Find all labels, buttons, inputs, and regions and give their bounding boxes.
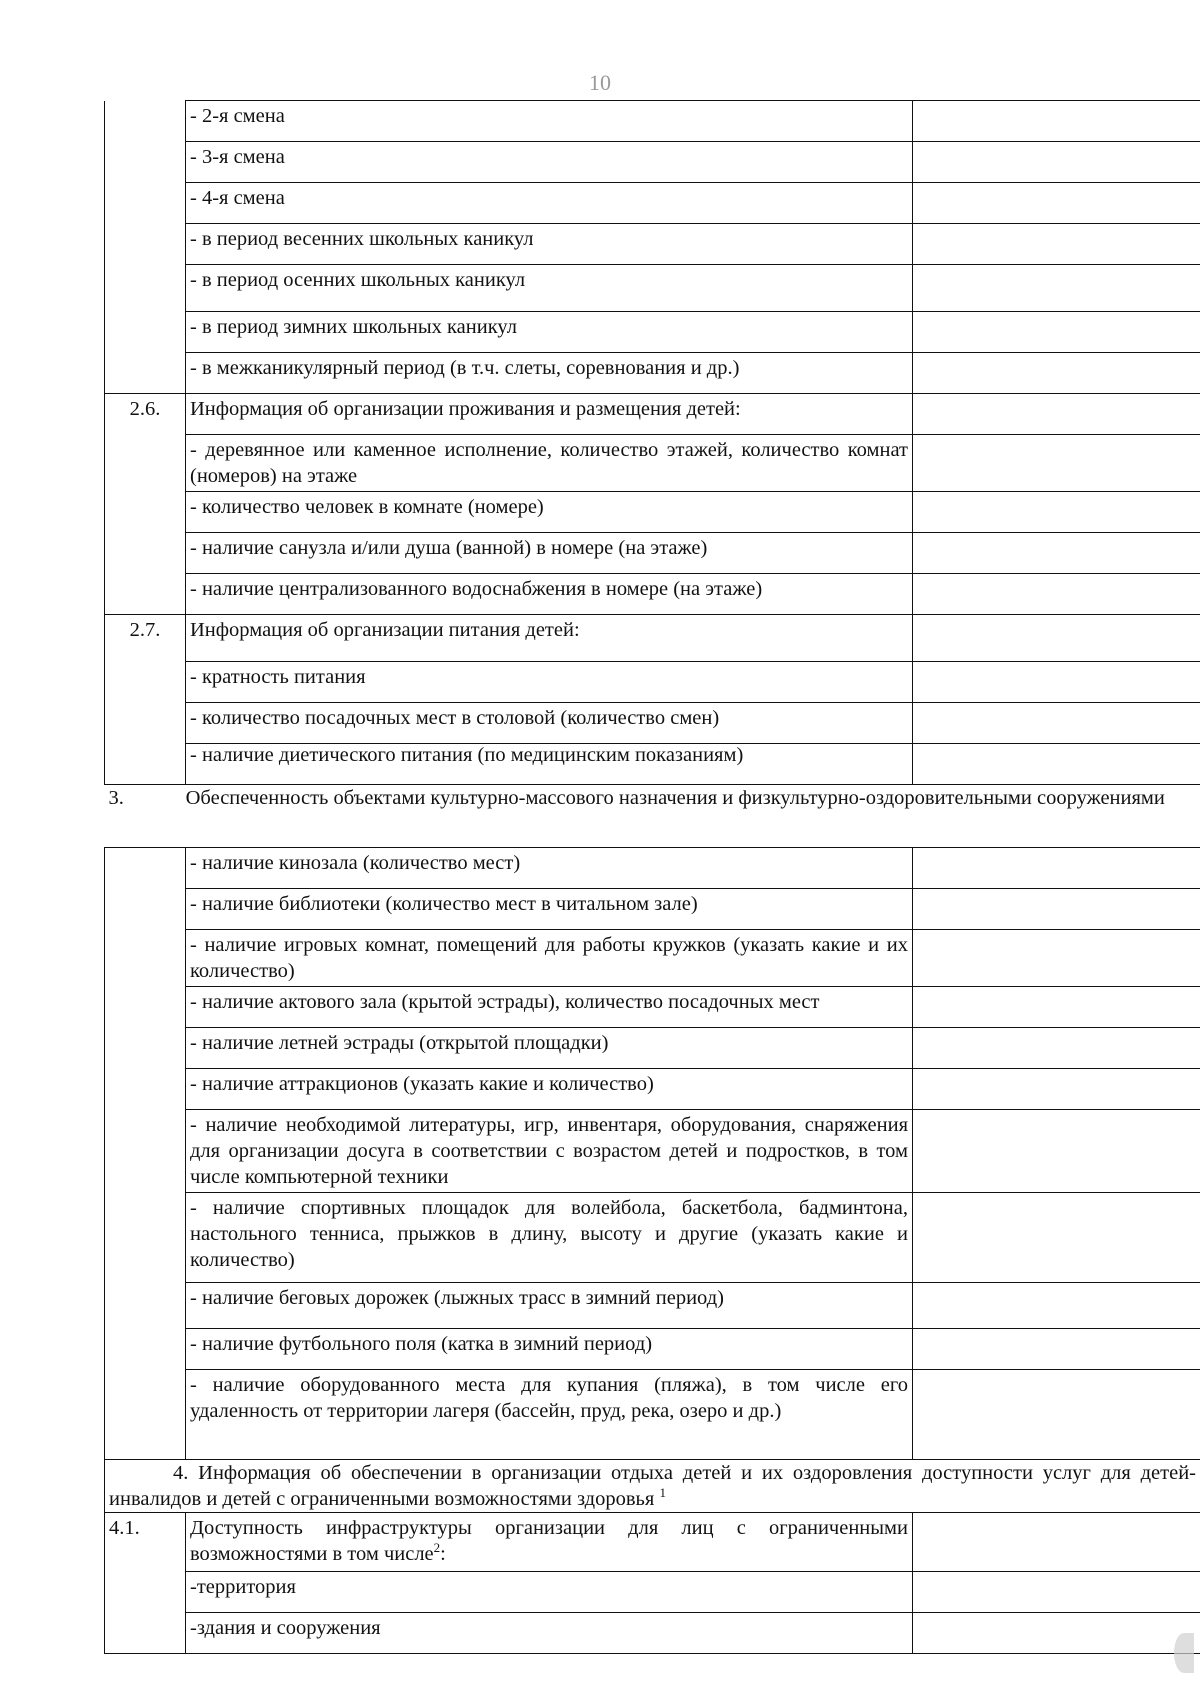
value-cell[interactable] (913, 224, 1200, 265)
section-heading-row (105, 784, 1200, 847)
value-cell[interactable] (913, 574, 1200, 615)
table-row (105, 929, 1200, 986)
row-label: - количество посадочных мест в столовой (количество смен) (186, 702, 913, 743)
value-cell[interactable] (913, 1027, 1200, 1068)
value-cell[interactable] (913, 1571, 1200, 1612)
row-label: - наличие централизованного водоснабжения в номере (на этаже) (186, 574, 913, 615)
value-cell[interactable] (913, 435, 1200, 492)
page-number: 10 (589, 70, 611, 95)
table-row (105, 1369, 1200, 1460)
row-label: - наличие библиотеки (количество мест в читальном зале) (186, 888, 913, 929)
row-label: - наличие летней эстрады (открытой площадки) (186, 1027, 913, 1068)
table-row (105, 574, 1200, 615)
value-cell[interactable] (913, 183, 1200, 224)
value-cell[interactable] (913, 394, 1200, 435)
row-title (186, 1513, 913, 1572)
row-label: - в период осенних школьных каникул (186, 265, 913, 312)
row-label: -здания и сооружения (186, 1612, 913, 1653)
row-label: - 4-я смена (186, 183, 913, 224)
row-label: - деревянное или каменное исполнение, количество этажей, количество комнат (номеров) на этаже (186, 435, 913, 492)
table-row (105, 1192, 1200, 1282)
table-row (105, 1571, 1200, 1612)
table-row (105, 492, 1200, 533)
section-title: 4. Информация об обеспечении в организации отдыха детей и их оздоровления доступности услуг для детей-инвалидов и детей с ограниченными возможностями здоровья (109, 1462, 1196, 1510)
value-cell[interactable] (913, 661, 1200, 702)
value-cell[interactable] (913, 265, 1200, 312)
table-row (105, 533, 1200, 574)
table-row (105, 847, 1200, 888)
value-cell[interactable] (913, 1109, 1200, 1192)
value-cell[interactable] (913, 1328, 1200, 1369)
value-cell[interactable] (913, 929, 1200, 986)
row-label: - наличие оборудованного места для купания (пляжа), в том числе его удаленность от территории лагеря (бассейн, пруд, река, озеро и др.) (186, 1369, 913, 1460)
value-cell[interactable] (913, 1192, 1200, 1282)
row-label: - количество человек в комнате (номере) (186, 492, 913, 533)
value-cell[interactable] (913, 353, 1200, 394)
table-row (105, 743, 1200, 784)
value-cell[interactable] (913, 743, 1200, 784)
value-cell[interactable] (913, 142, 1200, 183)
section-4-heading (105, 1460, 1200, 1513)
form-table (104, 100, 1200, 1654)
row-label: -территория (186, 1571, 913, 1612)
row-number (105, 101, 186, 142)
row-title: Информация об организации проживания и размещения детей: (186, 394, 913, 435)
value-cell[interactable] (913, 101, 1200, 142)
table-row (105, 435, 1200, 492)
row-title-end: : (440, 1543, 446, 1565)
table-row (105, 1027, 1200, 1068)
table-row (105, 1109, 1200, 1192)
table-row (105, 312, 1200, 353)
value-cell[interactable] (913, 1282, 1200, 1328)
section-number: 3. (108, 786, 124, 809)
table-row (105, 394, 1200, 435)
row-label: - наличие футбольного поля (катка в зимний период) (186, 1328, 913, 1369)
row-label: - кратность питания (186, 661, 913, 702)
row-label: - наличие необходимой литературы, игр, инвентаря, оборудования, снаряжения для организации досуга в соответствии с возрастом детей и подростков, в том числе компьютерной техники (186, 1109, 913, 1192)
row-label: - 2-я смена (186, 101, 913, 142)
row-number: 2.7. (105, 615, 186, 662)
scan-artifact (1174, 1633, 1194, 1673)
row-label: - наличие спортивных площадок для волейбола, баскетбола, бадминтона, настольного тенниса, прыжков в длину, высоту и другие (указать какие и количество) (186, 1192, 913, 1282)
row-label: - в межканикулярный период (в т.ч. слеты, соревнования и др.) (186, 353, 913, 394)
value-cell[interactable] (913, 615, 1200, 662)
value-cell[interactable] (913, 1612, 1200, 1653)
row-title-text: Доступность инфраструктуры организации для лиц с ограниченными возможностями в том числе (190, 1517, 908, 1565)
value-cell[interactable] (913, 847, 1200, 888)
table-row (105, 615, 1200, 662)
table-row (105, 265, 1200, 312)
value-cell[interactable] (913, 312, 1200, 353)
section-3-heading (105, 784, 1200, 847)
row-label: - наличие кинозала (количество мест) (186, 847, 913, 888)
row-label: - 3-я смена (186, 142, 913, 183)
row-label: - в период весенних школьных каникул (186, 224, 913, 265)
value-cell[interactable] (913, 702, 1200, 743)
value-cell[interactable] (913, 533, 1200, 574)
table-row (105, 1612, 1200, 1653)
section-heading-row (105, 1460, 1200, 1513)
row-label: - наличие беговых дорожек (лыжных трасс в зимний период) (186, 1282, 913, 1328)
value-cell[interactable] (913, 1068, 1200, 1109)
table-row (105, 1328, 1200, 1369)
table-row (105, 1282, 1200, 1328)
row-number: 2.6. (105, 394, 186, 435)
row-label: - наличие диетического питания (по медицинским показаниям) (186, 743, 913, 784)
table-row (105, 888, 1200, 929)
table-row (105, 1068, 1200, 1109)
value-cell[interactable] (913, 986, 1200, 1027)
table-row (105, 1513, 1200, 1572)
row-label: - наличие санузла и/или душа (ванной) в номере (на этаже) (186, 533, 913, 574)
value-cell[interactable] (913, 1513, 1200, 1572)
value-cell[interactable] (913, 1369, 1200, 1460)
table-row (105, 224, 1200, 265)
footnote-mark: 1 (659, 1485, 666, 1501)
row-label: - наличие актового зала (крытой эстрады), количество посадочных мест (186, 986, 913, 1027)
table-row (105, 183, 1200, 224)
table-row (105, 661, 1200, 702)
table-row (105, 142, 1200, 183)
value-cell[interactable] (913, 888, 1200, 929)
value-cell[interactable] (913, 492, 1200, 533)
row-number: 4.1. (105, 1513, 186, 1572)
table-row (105, 986, 1200, 1027)
row-label: - наличие аттракционов (указать какие и количество) (186, 1068, 913, 1109)
row-title: Информация об организации питания детей: (186, 615, 913, 662)
footnote-mark: 2 (433, 1540, 441, 1556)
table-row (105, 101, 1200, 142)
row-label: - наличие игровых комнат, помещений для работы кружков (указать какие и их количество) (186, 929, 913, 986)
table-row (105, 702, 1200, 743)
row-label: - в период зимних школьных каникул (186, 312, 913, 353)
section-title: Обеспеченность объектами культурно-массового назначения и физкультурно-оздоровительными сооружениями (185, 786, 1165, 809)
table-row (105, 353, 1200, 394)
